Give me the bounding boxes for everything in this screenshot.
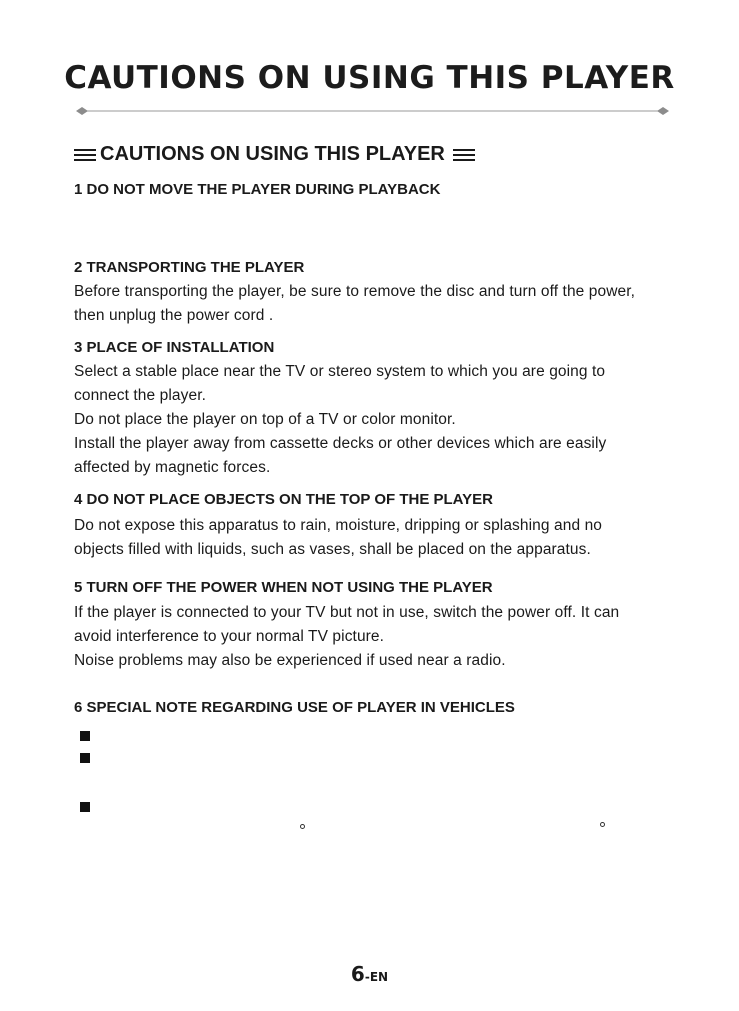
diamond-right-icon bbox=[657, 107, 669, 115]
heading-installation: 3 PLACE OF INSTALLATION bbox=[74, 339, 275, 356]
text-line: Do not expose this apparatus to rain, moisture, dripping or splashing and no bbox=[74, 517, 603, 534]
heading-no-objects: 4 DO NOT PLACE OBJECTS ON THE TOP OF THE PLAYER bbox=[74, 491, 493, 508]
square-bullet-icon bbox=[80, 731, 90, 741]
title-divider bbox=[76, 104, 669, 118]
text-line: objects filled with liquids, such as vases, shall be placed on the apparatus. bbox=[74, 541, 591, 558]
square-bullet-icon bbox=[80, 802, 90, 812]
section-header-text: CAUTIONS ON USING THIS PLAYER bbox=[100, 143, 445, 165]
page-number-suffix: -EN bbox=[364, 970, 389, 984]
page-title: CAUTIONS ON USING THIS PLAYER bbox=[64, 60, 675, 96]
para-power-off bbox=[74, 601, 619, 673]
heading-power-off: 5 TURN OFF THE POWER WHEN NOT USING THE PLAYER bbox=[74, 579, 493, 596]
para-installation bbox=[74, 360, 606, 480]
text-line: affected by magnetic forces. bbox=[74, 459, 271, 476]
heading-no-move: 1 DO NOT MOVE THE PLAYER DURING PLAYBACK bbox=[74, 181, 441, 198]
text-line: If the player is connected to your TV but not in use, switch the power off. It can bbox=[74, 604, 620, 621]
text-line: Before transporting the player, be sure to remove the disc and turn off the power, bbox=[74, 283, 636, 300]
text-line: then unplug the power cord . bbox=[74, 307, 274, 324]
page-number-value: 6 bbox=[350, 962, 365, 986]
triple-bar-icon bbox=[74, 148, 96, 162]
triple-bar-icon bbox=[453, 148, 475, 162]
text-line: Install the player away from cassette decks or other devices which are easily bbox=[74, 435, 607, 452]
text-line: Do not place the player on top of a TV or color monitor. bbox=[74, 411, 456, 428]
page-number bbox=[0, 962, 739, 986]
text-line: Select a stable place near the TV or stereo system to which you are going to bbox=[74, 363, 606, 380]
heading-vehicles: 6 SPECIAL NOTE REGARDING USE OF PLAYER IN VEHICLES bbox=[74, 699, 515, 716]
text-line: Noise problems may also be experienced if used near a radio. bbox=[74, 652, 506, 669]
text-line: avoid interference to your normal TV picture. bbox=[74, 628, 385, 645]
diamond-left-icon bbox=[76, 107, 88, 115]
section-header bbox=[74, 143, 475, 166]
text-line: connect the player. bbox=[74, 387, 207, 404]
para-no-objects bbox=[74, 514, 602, 562]
para-transporting bbox=[74, 280, 635, 328]
small-circle-mark-icon bbox=[600, 822, 605, 827]
small-circle-mark-icon bbox=[300, 824, 305, 829]
heading-transporting: 2 TRANSPORTING THE PLAYER bbox=[74, 259, 305, 276]
square-bullet-icon bbox=[80, 753, 90, 763]
